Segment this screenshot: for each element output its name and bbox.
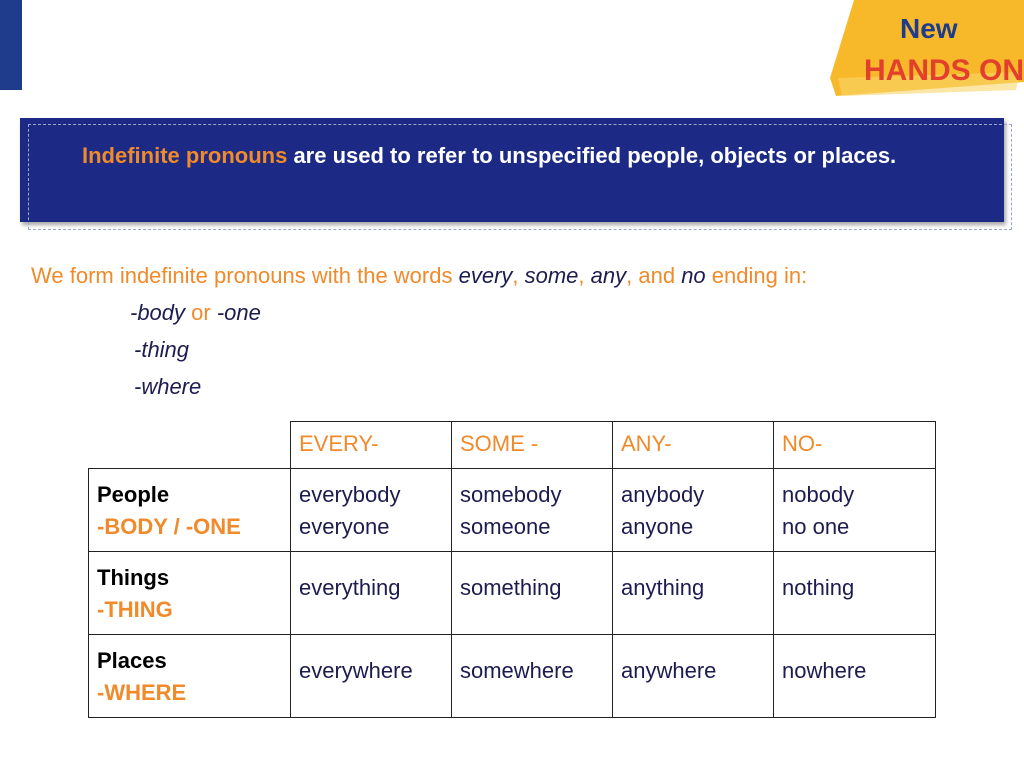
intro-word-every: every [458,263,513,288]
left-accent-bar [0,0,22,90]
intro-prefix: We form indefinite pronouns with the words [31,263,459,288]
intro-sep: , and [626,263,682,288]
row-title: Places [97,648,167,673]
row-label-people [89,469,291,552]
banner-dashed-outline [28,124,1012,230]
cell-no-places: nowhere [774,635,936,718]
pronoun-table [88,421,936,718]
cell-no-things: nothing [774,552,936,635]
intro-sep: , [578,263,591,288]
cell-every-people [291,469,452,552]
table-row-people [89,469,936,552]
cell-every-things: everything [291,552,452,635]
table-row-things [89,552,936,635]
cell-no-people [774,469,936,552]
logo-line2: HANDS ON [864,54,1024,87]
intro-sep: , [512,263,525,288]
new-hands-on-logo [830,0,1024,100]
header-some: SOME - [452,422,613,469]
header-no: NO- [774,422,936,469]
cell-line: nobody [782,482,855,507]
cell-line: anybody [621,482,705,507]
cell-line: someone [460,514,551,539]
table-corner [89,422,291,469]
suffix-where: -where [134,374,202,399]
cell-line: anyone [621,514,694,539]
row-title: Things [97,565,170,590]
intro-word-any: any [590,263,627,288]
suffix-one: -one [216,300,261,325]
header-every: EVERY- [291,422,452,469]
cell-any-things: anything [613,552,774,635]
cell-line: somebody [460,482,562,507]
row-title: People [97,482,170,507]
cell-every-places: everywhere [291,635,452,718]
formation-intro [31,262,1011,290]
row-suffix: -WHERE [97,680,187,705]
cell-line: everybody [299,482,401,507]
header-any: ANY- [613,422,774,469]
suffix-body: -body [130,300,186,325]
intro-word-some: some [524,263,579,288]
cell-some-things: something [452,552,613,635]
definition-text [82,141,982,171]
cell-line: everyone [299,514,390,539]
row-suffix: -BODY / -ONE [97,514,241,539]
intro-word-no: no [681,263,706,288]
suffix-body-one [130,299,261,327]
definition-term: Indefinite pronouns [82,143,288,168]
table-header-row [89,422,936,469]
cell-some-people [452,469,613,552]
definition-rest: are used to refer to unspecified people, objects or places. [287,143,897,168]
row-label-things [89,552,291,635]
cell-any-places: anywhere [613,635,774,718]
cell-any-people [613,469,774,552]
table-row-places [89,635,936,718]
row-suffix: -THING [97,597,173,622]
intro-suffix: ending in: [705,263,808,288]
row-label-places [89,635,291,718]
cell-line: no one [782,514,850,539]
suffix-or: or [185,300,217,325]
cell-some-places: somewhere [452,635,613,718]
logo-line1: New [900,13,958,44]
suffix-thing: -thing [134,337,190,362]
